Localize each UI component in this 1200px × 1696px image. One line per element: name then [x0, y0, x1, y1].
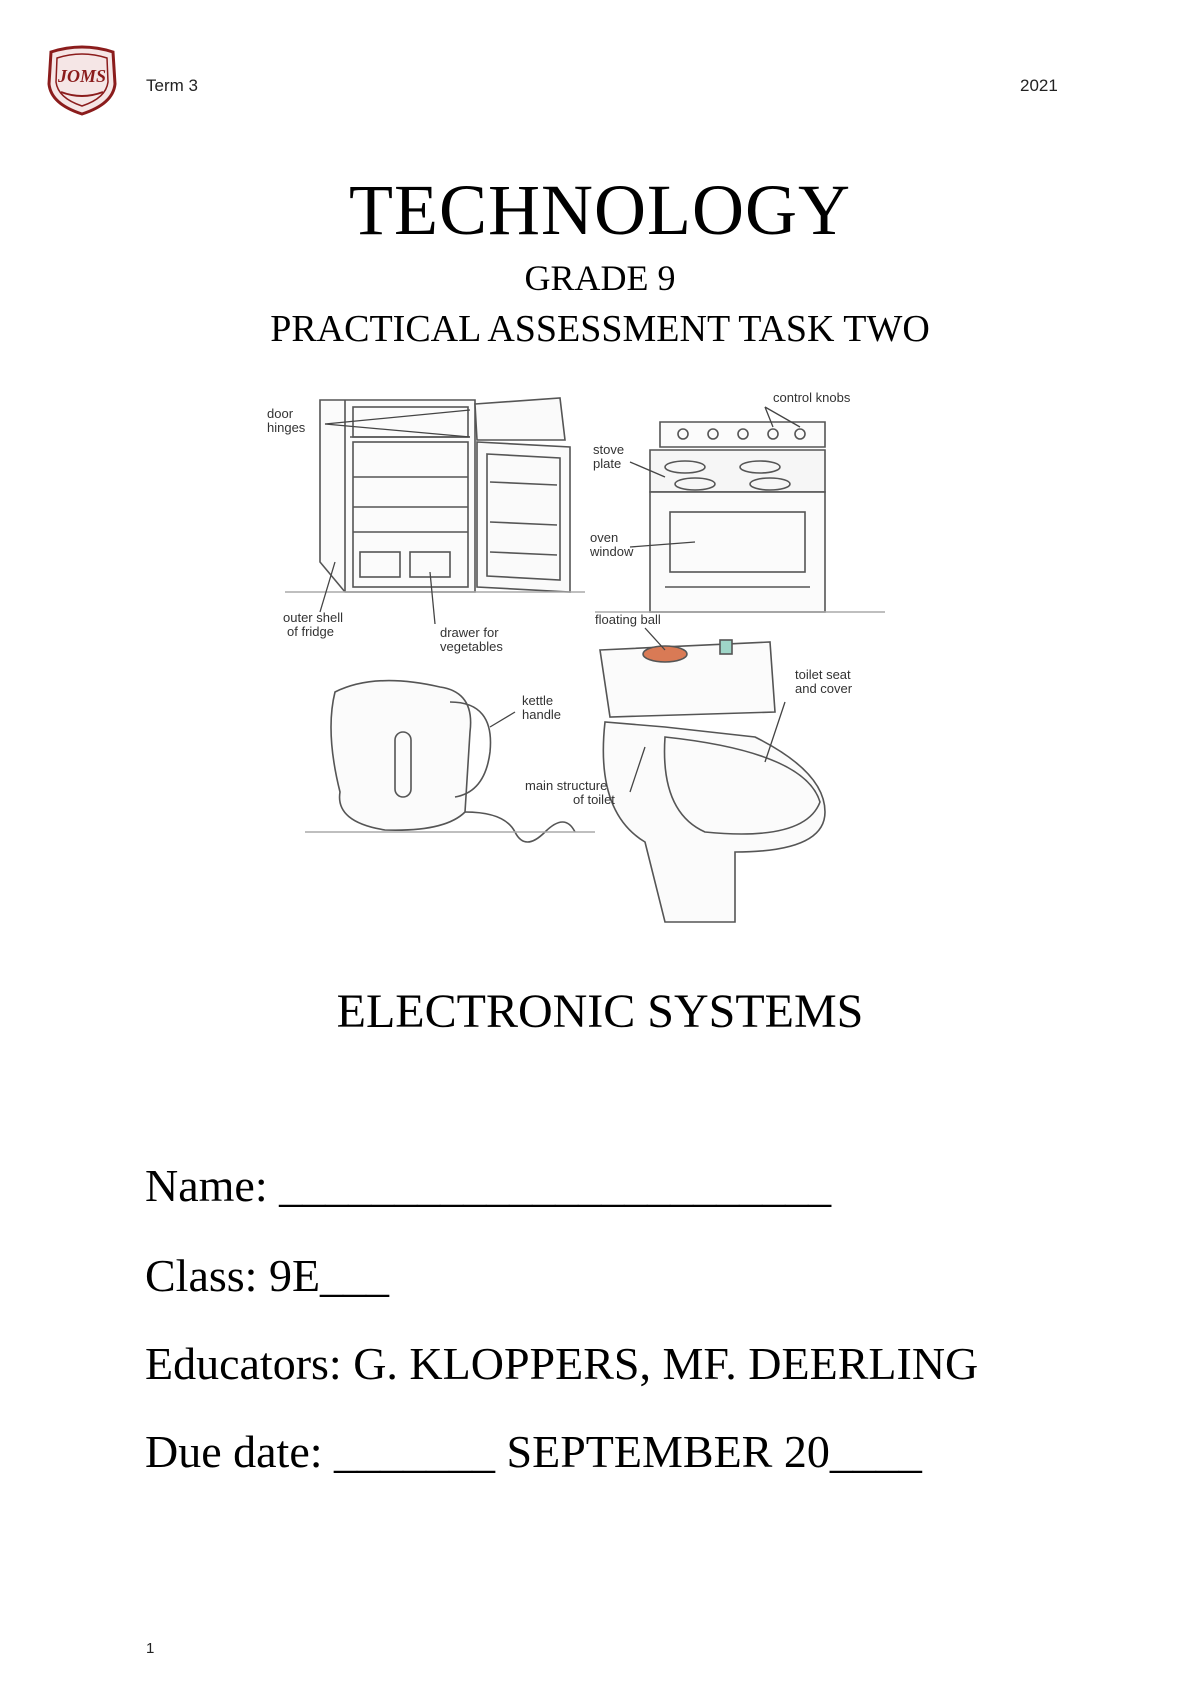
label-outer-shell-2: of fridge — [287, 624, 334, 639]
label-oven-window-1: oven — [590, 530, 619, 545]
section-title: ELECTRONIC SYSTEMS — [336, 985, 864, 1038]
label-drawer-1: drawer for — [440, 625, 499, 640]
page-number: 1 — [146, 1640, 155, 1657]
stove-drawing — [595, 422, 885, 612]
label-main-structure-2: of toilet — [573, 792, 615, 807]
subject-title: TECHNOLOGY — [349, 170, 851, 250]
header-year: 2021 — [1020, 76, 1058, 95]
label-toilet-seat-2: and cover — [795, 681, 853, 696]
educators-field: Educators: G. KLOPPERS, MF. DEERLING — [145, 1338, 979, 1389]
label-drawer-2: vegetables — [440, 639, 503, 654]
grade-title: GRADE 9 — [524, 258, 676, 298]
due-date-field: Due date: _______ SEPTEMBER 20____ — [145, 1426, 922, 1477]
label-toilet-seat-1: toilet seat — [795, 667, 851, 682]
header-term: Term 3 — [146, 76, 198, 95]
label-oven-window-2: window — [590, 544, 634, 559]
logo-text: JOMS — [57, 66, 107, 86]
label-door-hinges-2: hinges — [267, 420, 306, 435]
label-kettle-handle-2: handle — [522, 707, 562, 722]
label-outer-shell-1: outer shell — [283, 610, 343, 625]
label-kettle-handle-1: kettle — [522, 693, 554, 708]
name-field: Name: ________________________ — [145, 1160, 832, 1211]
label-floating-ball: floating ball — [595, 612, 661, 627]
task-title: PRACTICAL ASSESSMENT TASK TWO — [270, 308, 930, 350]
label-main-structure-1: main structure — [525, 778, 608, 793]
class-field: Class: 9E___ — [145, 1250, 390, 1301]
label-control-knobs: control knobs — [773, 392, 851, 405]
appliances-illustration — [265, 392, 905, 937]
label-door-hinges-1: door — [267, 406, 294, 421]
fridge-drawing — [285, 398, 585, 592]
label-stove-plate-1: stove — [593, 442, 625, 457]
label-stove-plate-2: plate — [593, 456, 622, 471]
school-crest-logo — [43, 44, 121, 116]
